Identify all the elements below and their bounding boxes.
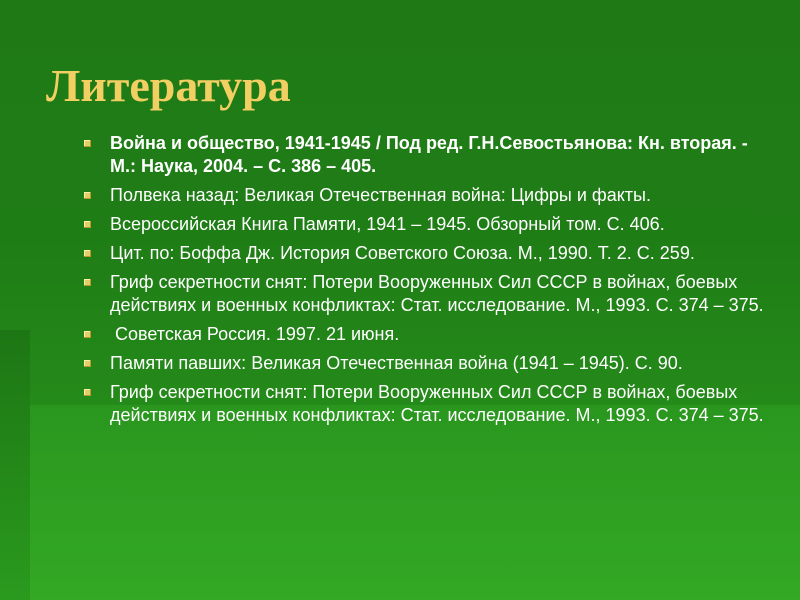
background-panel xyxy=(30,405,800,600)
list-item xyxy=(84,352,764,375)
square-bullet-icon xyxy=(84,140,91,147)
background-left-strip xyxy=(0,330,30,600)
square-bullet-icon xyxy=(84,360,91,367)
square-bullet-icon xyxy=(84,331,91,338)
square-bullet-icon xyxy=(84,250,91,257)
list-item-text: Всероссийская Книга Памяти, 1941 – 1945. Обзорный том. С. 406. xyxy=(110,214,665,234)
list-item xyxy=(84,381,764,427)
list-item xyxy=(84,184,764,207)
square-bullet-icon xyxy=(84,192,91,199)
list-item xyxy=(84,323,764,346)
list-item-text: Война и общество, 1941-1945 / Под ред. Г.Н.Севостьянова: Кн. вторая. - М.: Наука, 2004. – С. 386 – 405. xyxy=(110,133,748,176)
list-item-text: Гриф секретности снят: Потери Вооруженных Сил СССР в войнах, боевых действиях и военных конфликтах: Стат. исследование. М., 1993. С. 374 – 375. xyxy=(110,382,764,425)
list-item-text: Памяти павших: Великая Отечественная война (1941 – 1945). С. 90. xyxy=(110,353,683,373)
slide-title: Литература xyxy=(46,60,291,111)
list-item xyxy=(84,132,764,178)
square-bullet-icon xyxy=(84,279,91,286)
list-item-text: Гриф секретности снят: Потери Вооруженных Сил СССР в войнах, боевых действиях и военных конфликтах: Стат. исследование. М., 1993. С. 374 – 375. xyxy=(110,272,764,315)
square-bullet-icon xyxy=(84,221,91,228)
list-item-text: Советская Россия. 1997. 21 июня. xyxy=(110,324,400,344)
list-item xyxy=(84,271,764,317)
list-item xyxy=(84,213,764,236)
reference-list xyxy=(84,132,764,433)
square-bullet-icon xyxy=(84,389,91,396)
list-item-text: Полвека назад: Великая Отечественная война: Цифры и факты. xyxy=(110,185,651,205)
list-item-text: Цит. по: Боффа Дж. История Советского Союза. М., 1990. Т. 2. С. 259. xyxy=(110,243,695,263)
list-item xyxy=(84,242,764,265)
